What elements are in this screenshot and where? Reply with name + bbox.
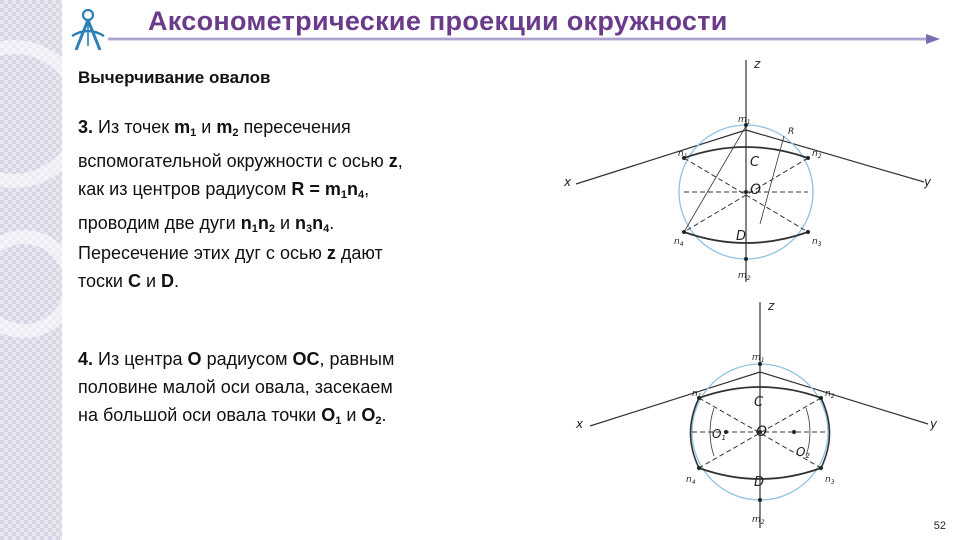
label-d: D [754,475,765,490]
label-d: D [736,229,747,244]
svg-text:n2: $n_2$ [825,389,835,400]
label-x: x [576,417,584,431]
svg-text:n2: $n_2$ [812,149,822,160]
oval-construction-diagram-bottom [556,296,956,536]
oval-construction-diagram-top [556,54,956,290]
svg-text:n3: $n_3$ [825,475,835,486]
label-x: x [564,175,572,189]
y-axis [746,130,924,182]
compass-logo-icon [66,6,110,54]
label-center-o: O [750,182,762,198]
svg-text:m2: $m_2$ [752,515,765,526]
section-subtitle: Вычерчивание овалов [78,68,271,87]
label-z: z [754,57,761,71]
svg-text:n1: $n_1$ [678,149,688,160]
svg-text:n4: $n_4$ [686,475,696,486]
label-center-o: O [756,424,768,440]
svg-text:n1: $n_1$ [692,389,702,400]
page-number: 52 [933,520,946,532]
y-axis [760,372,928,424]
svg-text:n3: $n_3$ [812,237,822,248]
label-c: C [750,155,760,170]
svg-text:O1: O1 [712,427,726,442]
label-z: z [768,299,775,313]
slide-title: Аксонометрические проекции окружности [148,6,728,36]
x-axis [576,130,746,184]
svg-text:m1: $m_1$ [752,353,765,364]
decorative-sidebar [0,0,62,540]
step-4-text: 4. Из центра O радиусом OC, равным половине малой оси овала, засекаем на большой оси овала точки $O_1$ и $O_2$. [78,349,395,427]
svg-text:n4: $n_4$ [674,237,684,248]
label-c: C [754,395,764,410]
label-y: y [924,175,932,189]
step-3-text: 3. Из точек $m_1$ и $m_2$ пересечения вспомогательной окружности с осью z, как из центров радиусом $R = m_1n_4$, проводим две дуги $n_1n_2$ и $n_3n_4$. Пересечение этих дуг с осью z дают тоски C и D. [78,117,403,291]
svg-text:m1: $m_1$ [738,115,751,126]
label-y: y [930,417,938,431]
label-r: R [788,127,795,137]
title-underline-arrow [108,34,940,44]
svg-text:m2: $m_2$ [738,271,751,282]
svg-text:O2: O2 [796,445,810,460]
